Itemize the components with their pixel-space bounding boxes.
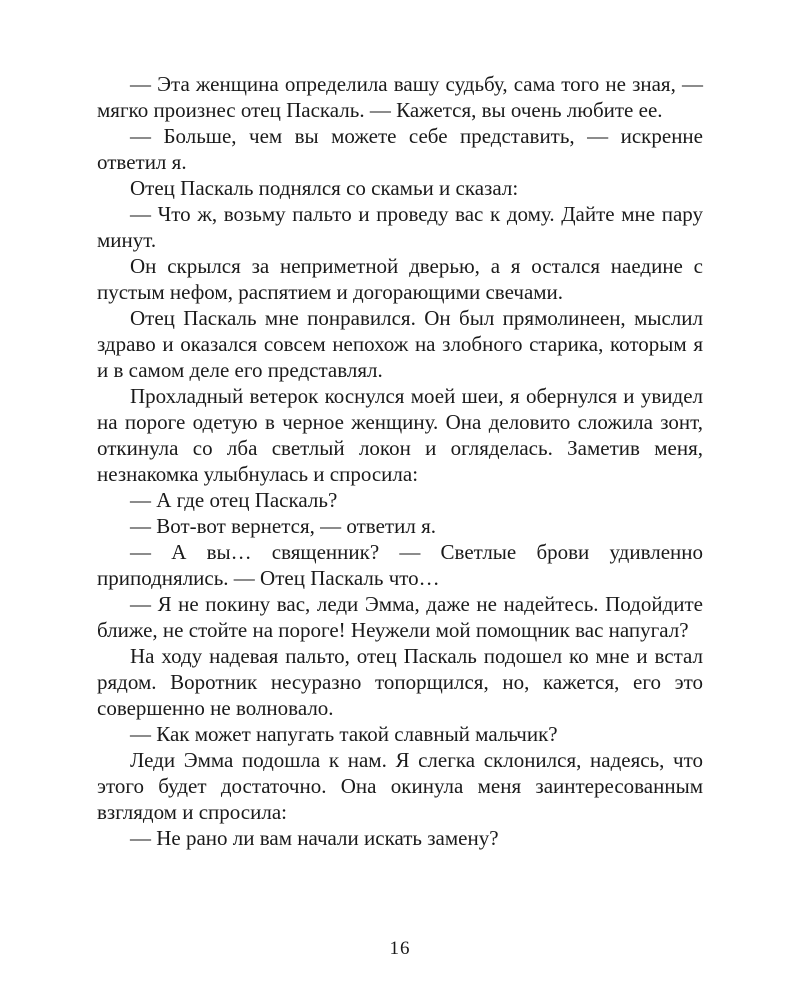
paragraph: Отец Паскаль поднялся со скамьи и сказал: bbox=[130, 176, 519, 200]
paragraph: — Что ж, возьму пальто и проведу вас к дому. Дайте мне пару минут. bbox=[97, 202, 703, 252]
paragraph: — Вот-вот вернется, — ответил я. bbox=[130, 514, 436, 538]
paragraph: — Эта женщина определила вашу судьбу, сама того не зная, — мягко произнес отец Паскаль. — Кажется, вы очень любите ее. bbox=[97, 72, 703, 122]
paragraph: На ходу надевая пальто, отец Паскаль подошел ко мне и встал рядом. Воротник несуразно топорщился, но, кажется, его это совершенно не волновало. bbox=[97, 644, 703, 720]
paragraph: — Больше, чем вы можете себе представить, — искренне ответил я. bbox=[97, 124, 703, 174]
paragraph: — Как может напугать такой славный мальчик? bbox=[130, 722, 558, 746]
paragraph: — А где отец Паскаль? bbox=[130, 488, 338, 512]
paragraph: Он скрылся за неприметной дверью, а я остался наедине с пустым нефом, распятием и догорающими свечами. bbox=[97, 254, 703, 304]
page-text bbox=[97, 71, 703, 851]
paragraph: Отец Паскаль мне понравился. Он был прямолинеен, мыслил здраво и оказался совсем непохож на злобного старика, которым я и в самом деле его представлял. bbox=[97, 306, 703, 382]
paragraph: Леди Эмма подошла к нам. Я слегка склонился, надеясь, что этого будет достаточно. Она окинула меня заинтересованным взглядом и спросила: bbox=[97, 748, 703, 824]
paragraph: Прохладный ветерок коснулся моей шеи, я обернулся и увидел на пороге одетую в черное женщину. Она деловито сложила зонт, откинула со лба светлый локон и огляделась. Заметив меня, незнакомка улыбнулась и спросила: bbox=[97, 384, 703, 486]
page-number: 16 bbox=[389, 938, 411, 959]
paragraph: — Не рано ли вам начали искать замену? bbox=[130, 826, 499, 850]
paragraph: — А вы… священник? — Светлые брови удивленно приподнялись. — Отец Паскаль что… bbox=[97, 540, 703, 590]
paragraph: — Я не покину вас, леди Эмма, даже не надейтесь. Подойдите ближе, не стойте на пороге! Неужели мой помощник вас напугал? bbox=[97, 592, 703, 642]
